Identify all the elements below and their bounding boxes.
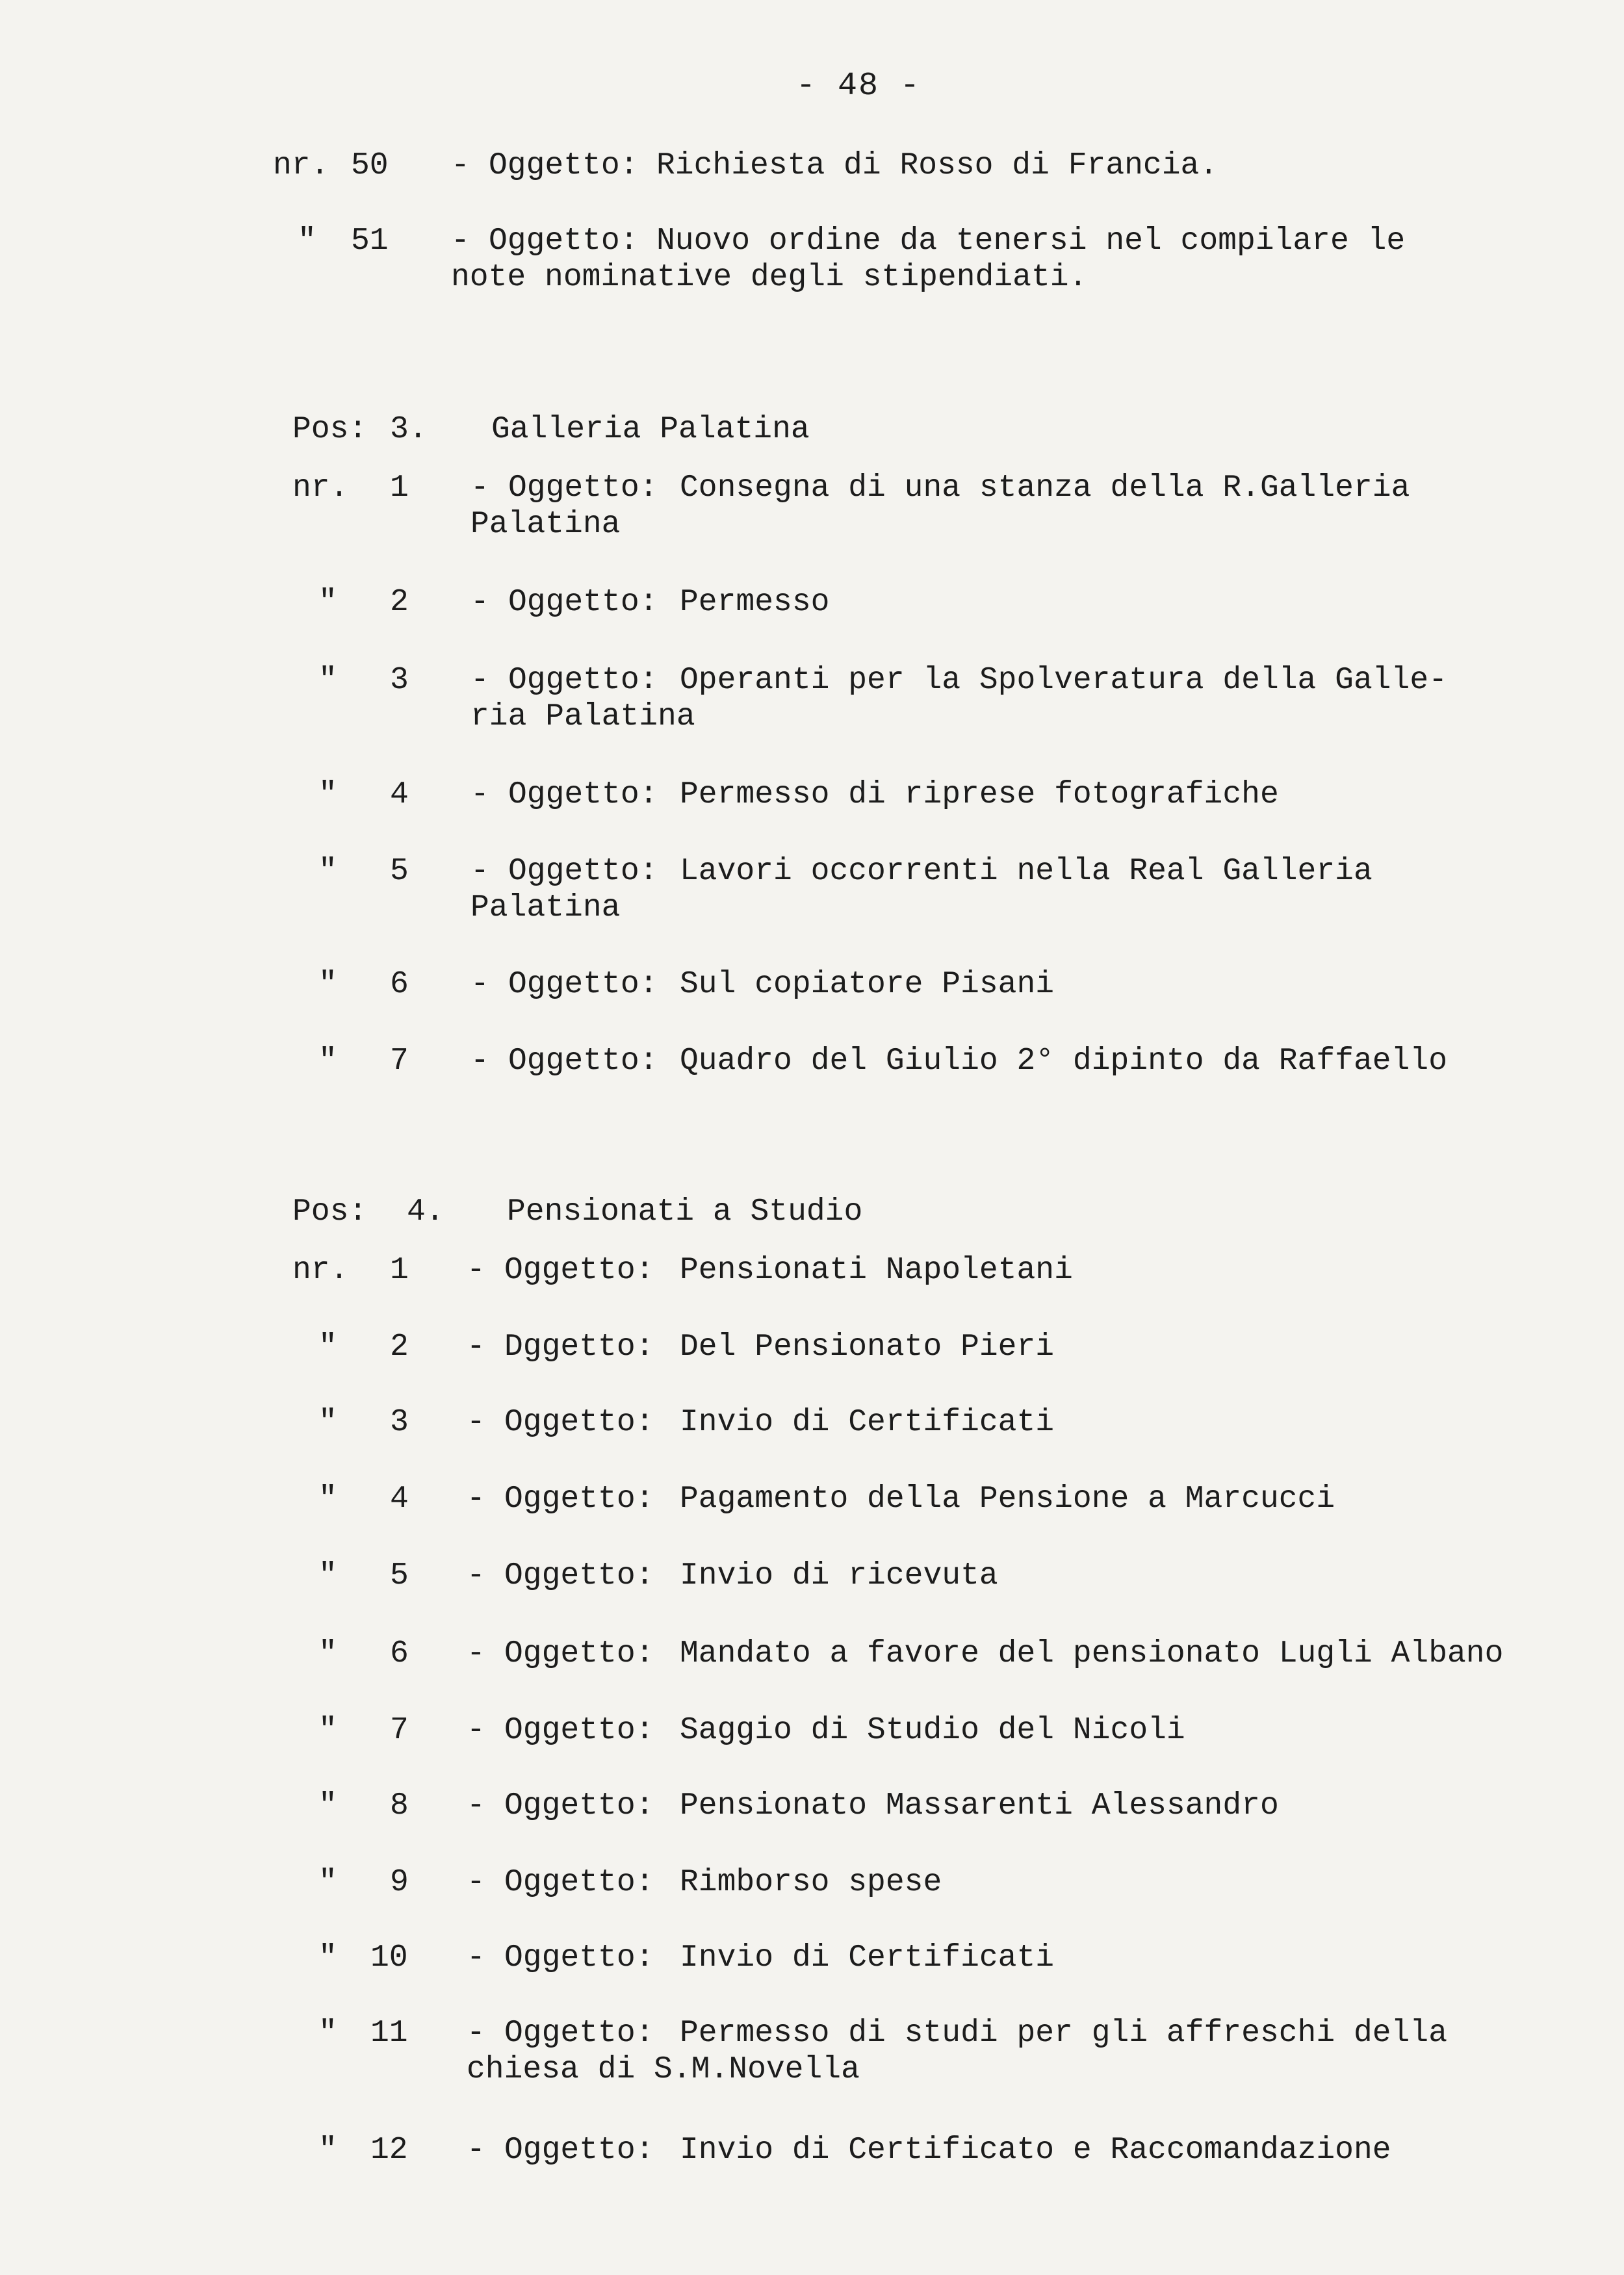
entry-dash: - [451, 148, 470, 183]
entry-object-label: Oggetto: [508, 777, 658, 812]
entry-label: " [318, 2133, 337, 2168]
entry-dash: - [467, 1636, 485, 1671]
entry-number: 3 [390, 663, 409, 698]
entry-text: Richiesta di Rosso di Francia. [656, 148, 1218, 183]
entry-text: Permesso di studi per gli affreschi della [680, 2016, 1447, 2051]
entry-text: Invio di Certificati [680, 1940, 1055, 1975]
entry-label: " [318, 1636, 337, 1671]
entry-object-label: Oggetto: [504, 1865, 654, 1900]
entry-object-label: Oggetto: [504, 2016, 654, 2051]
entry-number: 3 [390, 1405, 409, 1440]
entry-number: 7 [390, 1044, 409, 1079]
entry-object-label: Oggetto: [504, 1253, 654, 1288]
entry-dash: - [467, 1482, 485, 1517]
entry-object-label: Oggetto: [489, 148, 639, 183]
entry-label: " [318, 2016, 337, 2051]
entry-dash: - [470, 967, 489, 1002]
entry-object-label: Oggetto: [504, 1636, 654, 1671]
entry-text: Consegna di una stanza della R.Galleria [680, 470, 1410, 506]
entry-number: 5 [390, 1558, 409, 1593]
entry-dash: - [467, 1558, 485, 1593]
entry-dash: - [467, 2133, 485, 2168]
entry-dash: - [467, 2016, 485, 2051]
entry-label: " [298, 224, 316, 259]
entry-object-label: Dggetto: [504, 1330, 654, 1365]
entry-text-continuation: note nominative degli stipendiati. [451, 260, 1088, 295]
entry-number: 50 [351, 148, 389, 183]
entry-dash: - [470, 1044, 489, 1079]
entry-text: Del Pensionato Pieri [680, 1330, 1055, 1365]
entry-object-label: Oggetto: [504, 1788, 654, 1823]
entry-label: nr. [292, 470, 349, 506]
entry-number: 2 [390, 1330, 409, 1365]
pos-number: 4. [407, 1194, 445, 1229]
page-number: - 48 - [796, 68, 922, 105]
entry-object-label: Oggetto: [508, 585, 658, 620]
entry-dash: - [470, 663, 489, 698]
entry-object-label: Oggetto: [508, 663, 658, 698]
entry-dash: - [467, 1330, 485, 1365]
entry-dash: - [467, 1865, 485, 1900]
entry-number: 7 [390, 1713, 409, 1748]
entry-number: 10 [370, 1940, 408, 1975]
entry-text: Saggio di Studio del Nicoli [680, 1713, 1185, 1748]
entry-number: 12 [370, 2133, 408, 2168]
entry-text: Invio di ricevuta [680, 1558, 998, 1593]
entry-text-continuation: ria Palatina [470, 699, 695, 734]
entry-text: Quadro del Giulio 2° dipinto da Raffaello [680, 1044, 1447, 1079]
entry-number: 4 [390, 777, 409, 812]
entry-text: Nuovo ordine da tenersi nel compilare le [656, 224, 1406, 259]
entry-number: 1 [390, 1253, 409, 1288]
entry-number: 2 [390, 585, 409, 620]
entry-text-continuation: chiesa di S.M.Novella [467, 2052, 860, 2087]
entry-label: " [318, 1330, 337, 1365]
entry-text: Permesso [680, 585, 830, 620]
entry-number: 51 [351, 224, 389, 259]
entry-dash: - [470, 470, 489, 506]
entry-dash: - [467, 1713, 485, 1748]
entry-text: Lavori occorrenti nella Real Galleria [680, 854, 1373, 889]
entry-number: 8 [390, 1788, 409, 1823]
entry-text: Rimborso spese [680, 1865, 942, 1900]
entry-number: 1 [390, 470, 409, 506]
entry-object-label: Oggetto: [504, 1482, 654, 1517]
entry-label: " [318, 1482, 337, 1517]
pos-label: Pos: [292, 412, 368, 447]
entry-text: Pensionati Napoletani [680, 1253, 1073, 1288]
entry-object-label: Oggetto: [504, 1940, 654, 1975]
entry-dash: - [470, 854, 489, 889]
entry-label: " [318, 854, 337, 889]
entry-label: " [318, 1788, 337, 1823]
entry-dash: - [467, 1405, 485, 1440]
entry-label: " [318, 1405, 337, 1440]
entry-text: Invio di Certificati [680, 1405, 1055, 1440]
entry-number: 9 [390, 1865, 409, 1900]
entry-number: 6 [390, 967, 409, 1002]
entry-text: Operanti per la Spolveratura della Galle- [680, 663, 1447, 698]
entry-text: Invio di Certificato e Raccomandazione [680, 2133, 1391, 2168]
entry-label: " [318, 777, 337, 812]
entry-label: " [318, 1044, 337, 1079]
entry-object-label: Oggetto: [504, 2133, 654, 2168]
entry-dash: - [467, 1253, 485, 1288]
entry-dash: - [451, 224, 470, 259]
entry-label: " [318, 1558, 337, 1593]
entry-text: Pensionato Massarenti Alessandro [680, 1788, 1279, 1823]
entry-label: nr. [273, 148, 329, 183]
entry-number: 6 [390, 1636, 409, 1671]
entry-object-label: Oggetto: [489, 224, 639, 259]
entry-object-label: Oggetto: [504, 1405, 654, 1440]
entry-label: nr. [292, 1253, 349, 1288]
entry-label: " [318, 663, 337, 698]
pos-label: Pos: [292, 1194, 368, 1229]
entry-dash: - [470, 585, 489, 620]
entry-text: Permesso di riprese fotografiche [680, 777, 1279, 812]
section-title: Galleria Palatina [491, 412, 810, 447]
entry-text-continuation: Palatina [470, 507, 621, 542]
entry-object-label: Oggetto: [508, 1044, 658, 1079]
entry-dash: - [470, 777, 489, 812]
entry-text-continuation: Palatina [470, 890, 621, 925]
entry-text: Mandato a favore del pensionato Lugli Albano [680, 1636, 1504, 1671]
entry-label: " [318, 1940, 337, 1975]
entry-label: " [318, 967, 337, 1002]
entry-object-label: Oggetto: [504, 1713, 654, 1748]
entry-label: " [318, 1865, 337, 1900]
entry-object-label: Oggetto: [504, 1558, 654, 1593]
entry-dash: - [467, 1788, 485, 1823]
entry-object-label: Oggetto: [508, 967, 658, 1002]
entry-object-label: Oggetto: [508, 854, 658, 889]
entry-number: 5 [390, 854, 409, 889]
entry-object-label: Oggetto: [508, 470, 658, 506]
entry-number: 11 [370, 2016, 408, 2051]
entry-text: Sul copiatore Pisani [680, 967, 1055, 1002]
section-title: Pensionati a Studio [507, 1194, 863, 1229]
entry-label: " [318, 585, 337, 620]
entry-text: Pagamento della Pensione a Marcucci [680, 1482, 1335, 1517]
entry-label: " [318, 1713, 337, 1748]
entry-dash: - [467, 1940, 485, 1975]
entry-number: 4 [390, 1482, 409, 1517]
pos-number: 3. [390, 412, 428, 447]
